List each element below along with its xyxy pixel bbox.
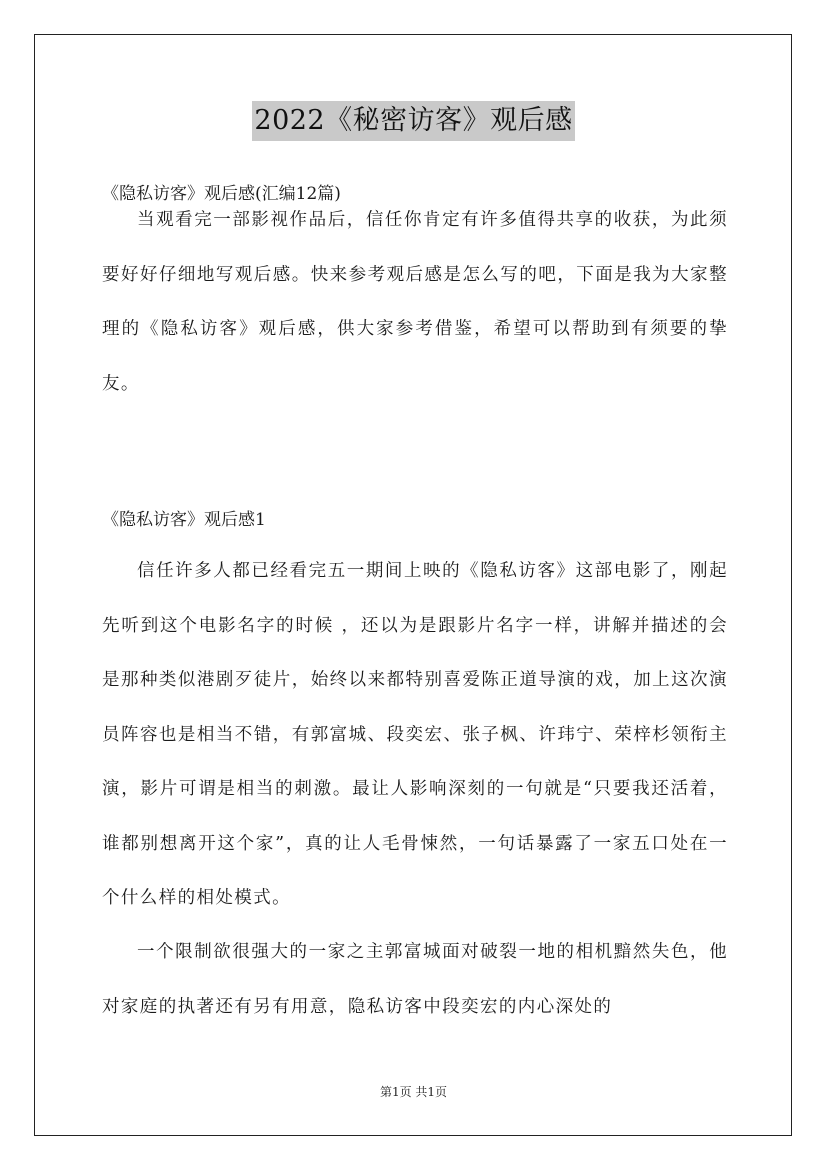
intro-paragraph: 当观看完一部影视作品后，信任你肯定有许多值得共享的收获，为此须要好好仔细地写观后感。快来参考观后感是怎么写的吧，下面是我为大家整理的《隐私访客》观后感，供大家参考借鉴，希望可以帮助到有须要的挚友。 [102,210,728,394]
document-title: 2022《秘密访客》观后感 [252,101,574,141]
section-1-paragraph-2: 一个限制欲很强大的一家之主郭富城面对破裂一地的相机黯然失色，他对家庭的执著还有另有用意，隐私访客中段奕宏的内心深处的 [102,942,728,1017]
section-1-paragraph-1: 信任许多人都已经看完五一期间上映的《隐私访客》这部电影了，刚起先听到这个电影名字的时候 ，还以为是跟影片名字一样，讲解并描述的会是那种类似港剧歹徒片，始终以来都特别喜爱陈正道导演的戏，加上这次演员阵容也是相当不错，有郭富城、段奕宏、张子枫、许玮宁、荣梓杉领衔主演，影片可谓是相当的刺激。最让人影响深刻的一句就是“只要我还活着，谁都别想离开这个家”，真的让人毛骨悚然，一句话暴露了一家五口处在一个什么样的相处模式。 [102,561,728,908]
section-1-heading: 《隐私访客》观后感1 [102,510,266,530]
page-footer: 第1页 共1页 [379,1085,448,1099]
title-container [0,101,827,141]
document-subtitle: 《隐私访客》观后感(汇编12篇) [102,184,341,204]
